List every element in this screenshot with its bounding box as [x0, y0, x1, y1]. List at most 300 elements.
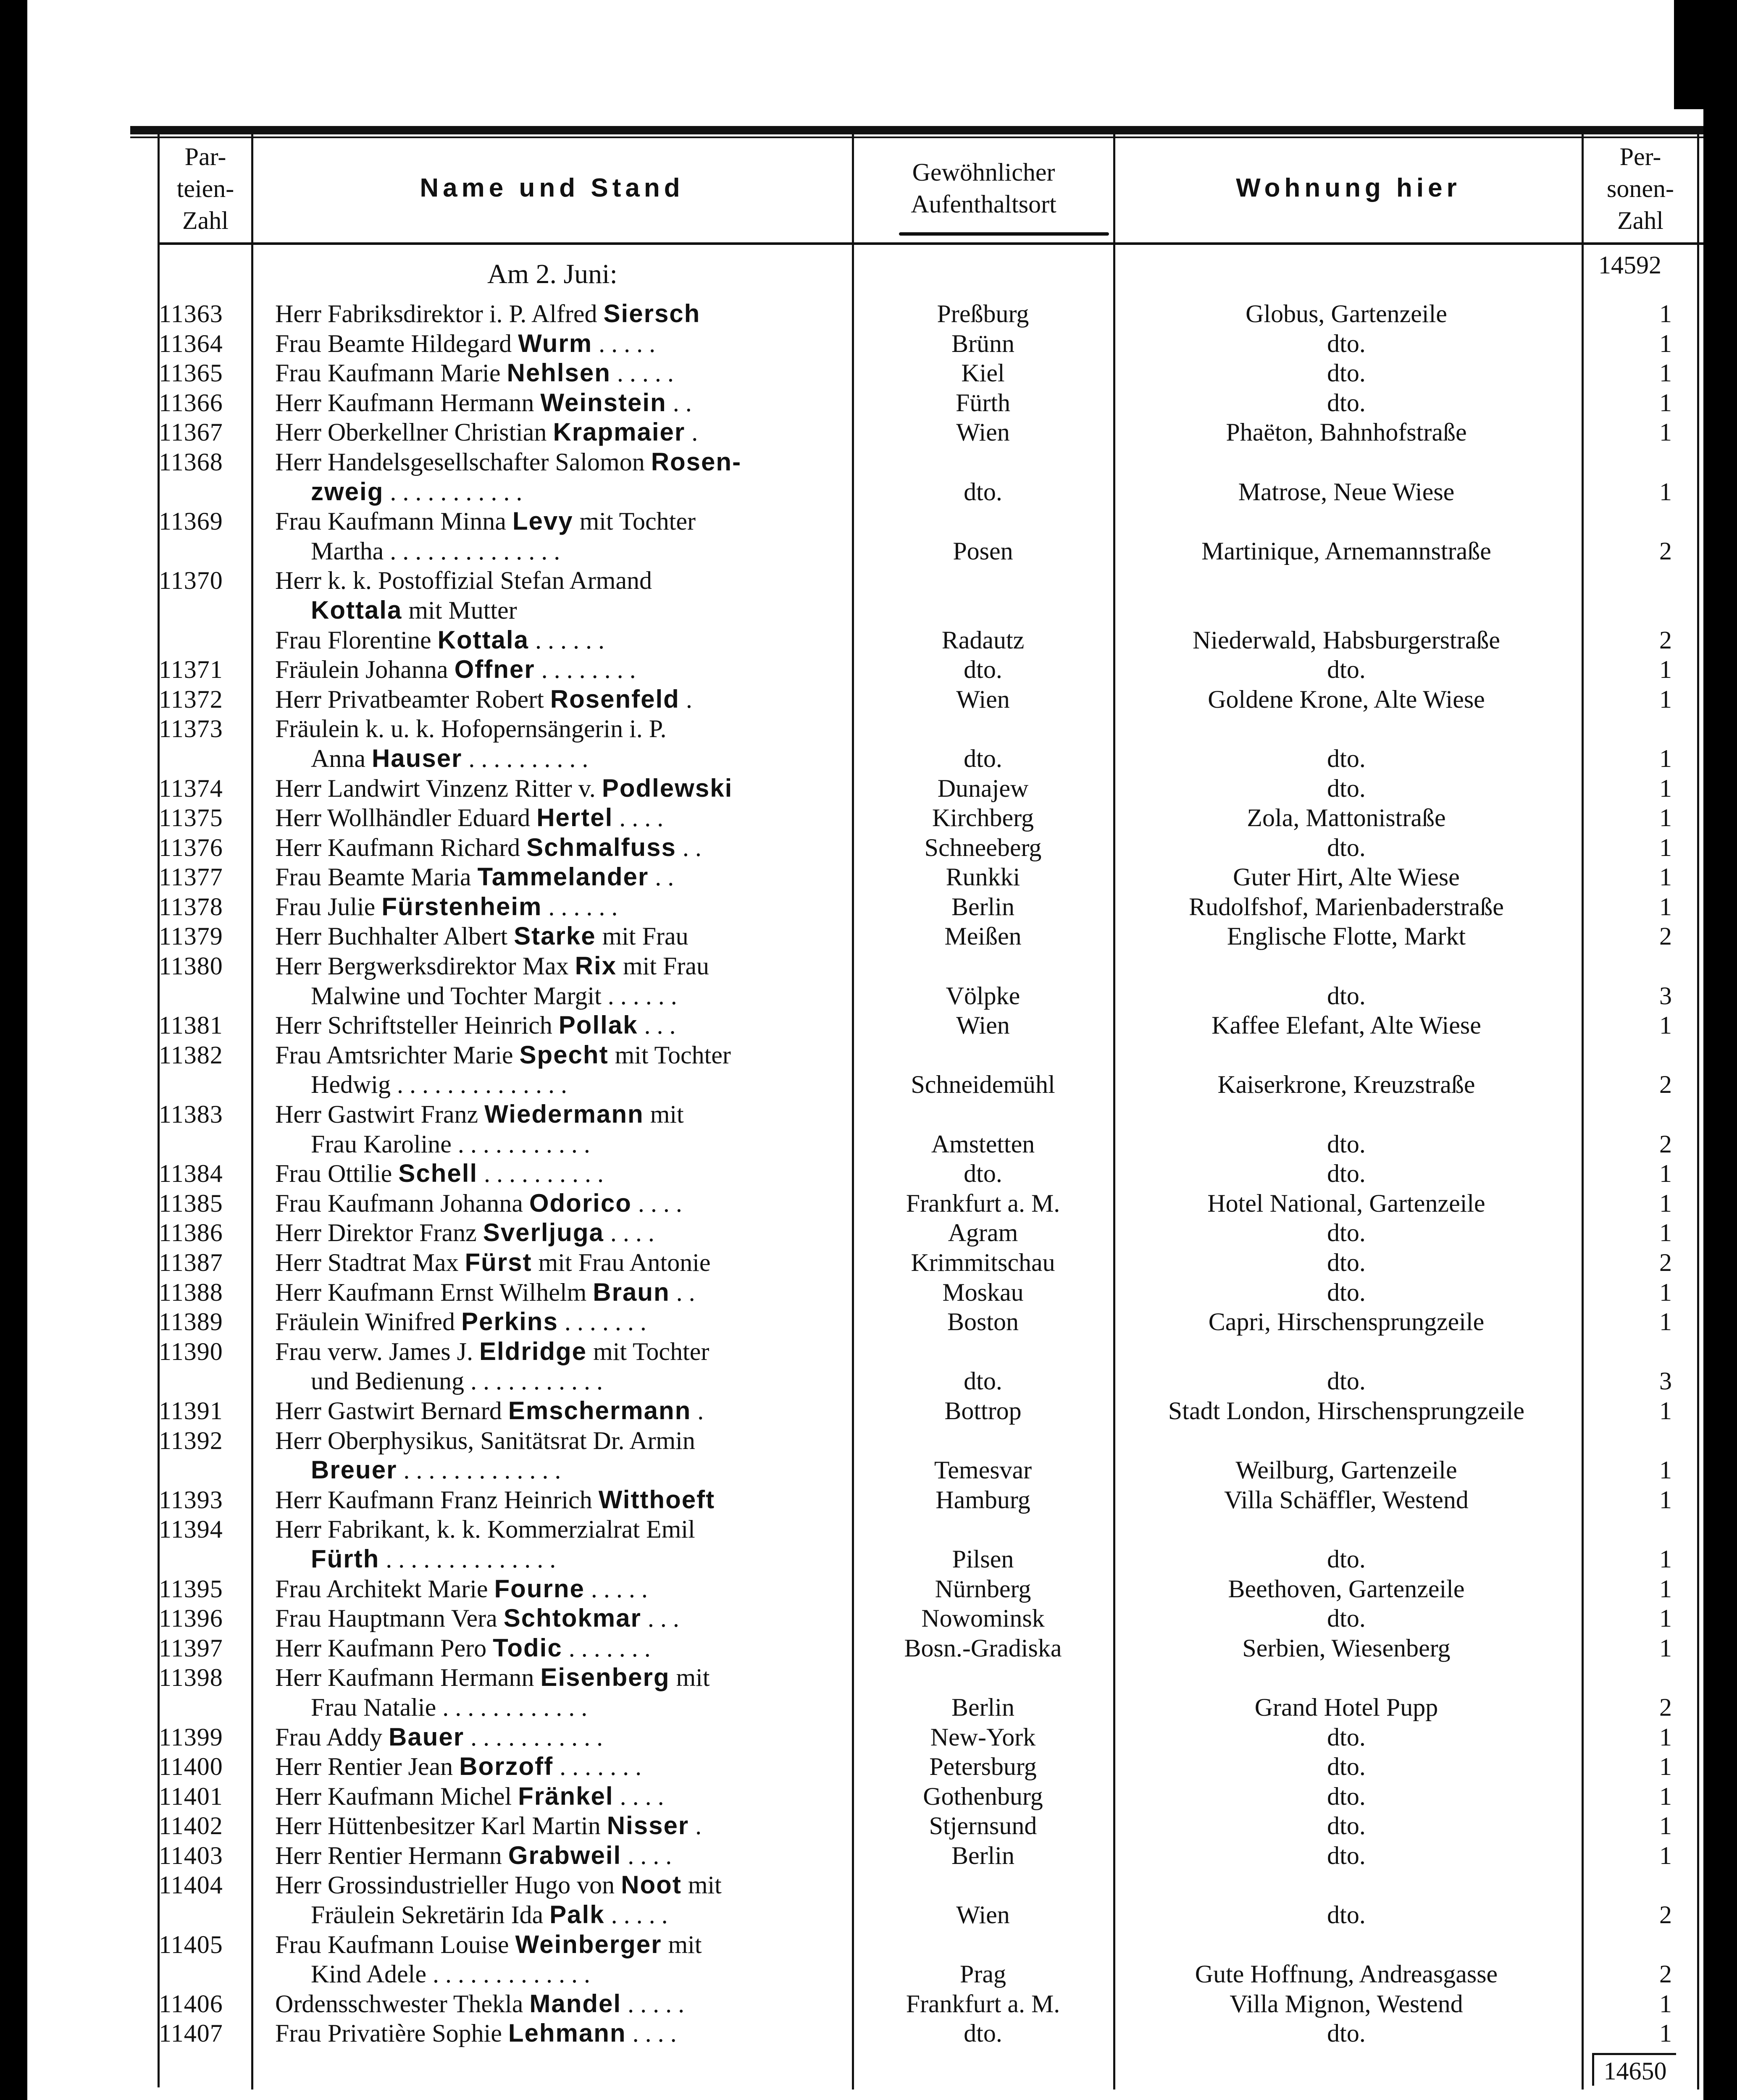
table-row [0, 921, 1737, 951]
name-und-stand [275, 1811, 846, 1841]
table-row [0, 1455, 1737, 1485]
parteien-number: 11367 [159, 418, 223, 446]
aufenthaltsort: Brünn [951, 329, 1014, 357]
aufenthaltsort: Völpke [946, 982, 1020, 1010]
wohnung-hier: dto. [1327, 1130, 1366, 1158]
name-und-stand [275, 1366, 882, 1396]
personen-zahl: 1 [1659, 1753, 1672, 1781]
wohnung-hier: dto. [1327, 1841, 1366, 1869]
name-suffix: mit Mutter [402, 596, 517, 624]
parteien-number: 11364 [159, 329, 223, 357]
name-prefix: Fräulein Sekretärin Ida [311, 1901, 550, 1929]
header-top-thin-rule [130, 136, 1703, 138]
aufenthaltsort: Moskau [942, 1278, 1024, 1306]
aufenthaltsort: New-York [930, 1723, 1036, 1751]
name-und-stand [275, 625, 846, 655]
wohnung-hier: dto. [1327, 329, 1366, 357]
personen-zahl: 2 [1659, 626, 1672, 654]
table-row [0, 447, 1737, 477]
table-row [0, 1752, 1737, 1782]
aufenthaltsort: Amstetten [931, 1130, 1035, 1158]
table-row [0, 1040, 1737, 1070]
date-heading: Am 2. Juni: [487, 259, 618, 289]
surname: Emschermann [508, 1396, 691, 1425]
name-suffix: . . [676, 833, 702, 861]
surname: Grabweil [508, 1841, 622, 1869]
name-suffix: . . . . . . [528, 626, 604, 654]
table-row [0, 1189, 1737, 1218]
wohnung-hier: dto. [1327, 833, 1366, 861]
header-personen-line1: Per- [1619, 143, 1661, 171]
wohnung-hier: Kaiserkrone, Kreuzstraße [1217, 1071, 1475, 1099]
parteien-number: 11379 [159, 922, 223, 950]
parteien-number: 11402 [159, 1812, 223, 1840]
name-prefix: Herr Handelsgesellschafter Salomon [275, 448, 651, 476]
aufenthaltsort: Temesvar [934, 1456, 1032, 1484]
personen-zahl: 1 [1659, 1604, 1672, 1633]
parteien-number: 11381 [159, 1011, 223, 1040]
parteien-number: 11388 [159, 1278, 223, 1306]
wohnung-hier: Niederwald, Habsburgerstraße [1193, 626, 1500, 654]
name-suffix: . . . . . [592, 329, 656, 357]
name-und-stand [275, 2019, 846, 2048]
name-suffix: . . [666, 388, 692, 417]
parteien-number: 11380 [159, 952, 223, 980]
table-row [0, 358, 1737, 388]
table-row [0, 655, 1737, 685]
personen-zahl: 2 [1659, 1693, 1672, 1721]
wohnung-hier: dto. [1327, 656, 1366, 684]
wohnung-hier: dto. [1327, 1604, 1366, 1633]
name-prefix: Frau Privatière Sophie [275, 2019, 508, 2048]
name-und-stand [275, 1663, 846, 1693]
table-row [0, 2019, 1737, 2048]
parteien-number: 11405 [159, 1930, 223, 1958]
aufenthaltsort: Frankfurt a. M. [906, 1189, 1060, 1217]
surname: Wurm [518, 329, 593, 357]
name-suffix: . . . . . [584, 1575, 648, 1603]
name-prefix: Herr Bergwerksdirektor Max [275, 952, 575, 980]
table-row [0, 1070, 1737, 1100]
table-row [0, 1900, 1737, 1930]
personen-zahl: 1 [1659, 1782, 1672, 1810]
aufenthaltsort: Bottrop [944, 1396, 1022, 1425]
name-prefix: Frau Florentine [275, 626, 438, 654]
name-prefix: Herr Rentier Jean [275, 1753, 460, 1781]
name-prefix: Herr Rentier Hermann [275, 1841, 508, 1869]
name-und-stand [275, 1100, 846, 1129]
name-und-stand [275, 1189, 846, 1218]
name-prefix: und Bedienung . . . . . . . . . . . [311, 1367, 603, 1395]
name-suffix: . . . . . [621, 1990, 685, 2018]
wohnung-hier: Beethoven, Gartenzeile [1228, 1575, 1465, 1603]
wohnung-hier: dto. [1327, 982, 1366, 1010]
surname: Perkins [461, 1307, 558, 1336]
aufenthaltsort: Nowominsk [921, 1604, 1045, 1633]
parteien-number: 11375 [159, 804, 223, 832]
name-prefix: Frau Architekt Marie [275, 1575, 494, 1603]
parteien-number: 11383 [159, 1100, 223, 1129]
name-und-stand [275, 1544, 882, 1574]
carried-total: 14592 [1598, 251, 1661, 279]
name-und-stand [275, 388, 846, 418]
name-suffix: . . . . . . . . . . [478, 1160, 604, 1188]
name-prefix: Frau Kaufmann Louise [275, 1930, 515, 1958]
name-prefix: Herr Gastwirt Franz [275, 1100, 485, 1129]
name-und-stand [275, 566, 846, 596]
table-row [0, 1811, 1737, 1841]
aufenthaltsort: Boston [947, 1308, 1019, 1336]
wohnung-hier: dto. [1327, 1249, 1366, 1276]
parteien-number: 11403 [159, 1841, 223, 1869]
name-prefix: Frau Ottilie [275, 1160, 399, 1188]
aufenthaltsort: dto. [964, 2019, 1002, 2048]
aufenthaltsort: dto. [964, 656, 1002, 684]
parteien-number: 11384 [159, 1160, 223, 1188]
table-row [0, 566, 1737, 596]
name-und-stand [275, 1930, 846, 1960]
personen-zahl: 2 [1659, 922, 1672, 950]
personen-zahl: 1 [1659, 1841, 1672, 1869]
wohnung-hier: dto. [1327, 1901, 1366, 1929]
name-prefix: Herr Landwirt Vinzenz Ritter v. [275, 774, 602, 802]
table-row [0, 981, 1737, 1011]
name-und-stand [275, 685, 846, 714]
name-und-stand [275, 1040, 846, 1070]
parteien-number: 11391 [159, 1396, 223, 1425]
parteien-number: 11387 [159, 1249, 223, 1276]
name-prefix: Frau Amtsrichter Marie [275, 1041, 520, 1069]
name-und-stand [275, 655, 846, 685]
personen-zahl: 1 [1659, 804, 1672, 832]
parteien-number: 11368 [159, 448, 223, 476]
name-und-stand [275, 921, 846, 951]
name-suffix: . . . . . . . . . . . [384, 478, 523, 506]
scan-border-top-right [1674, 0, 1703, 109]
name-suffix: mit Frau [596, 922, 688, 950]
surname: Rix [575, 952, 617, 980]
name-und-stand [275, 862, 846, 892]
surname: Schmalfuss [526, 833, 676, 861]
table-row [0, 1604, 1737, 1633]
name-und-stand [275, 1722, 846, 1752]
personen-zahl: 3 [1659, 1367, 1672, 1395]
name-und-stand [275, 358, 846, 388]
aufenthaltsort: Wien [956, 1901, 1010, 1929]
aufenthaltsort: Radautz [941, 626, 1025, 654]
name-prefix: Herr Privatbeamter Robert [275, 685, 550, 713]
personen-zahl: 1 [1659, 1990, 1672, 2018]
name-prefix: Herr Grossindustrieller Hugo von [275, 1871, 621, 1899]
surname: Specht [519, 1040, 609, 1069]
name-und-stand [275, 714, 846, 744]
name-suffix: . . . . . . [542, 892, 618, 921]
name-und-stand [275, 774, 846, 803]
aufenthaltsort: Gothenburg [923, 1782, 1043, 1810]
name-suffix: . . . . . . . . . . [462, 744, 589, 772]
wohnung-hier: Zola, Mattonistraße [1247, 804, 1446, 832]
table-row [0, 1693, 1737, 1722]
parteien-number: 11404 [159, 1871, 223, 1899]
name-suffix: mit Frau Antonie [532, 1249, 711, 1276]
header-name-und-stand: Name und Stand [420, 173, 684, 202]
wohnung-hier: dto. [1327, 1753, 1366, 1781]
name-suffix: mit [662, 1930, 702, 1958]
surname: Wiedermann [484, 1100, 644, 1129]
surname: Siersch [603, 299, 701, 328]
personen-zahl: 1 [1659, 1011, 1672, 1040]
wohnung-hier: dto. [1327, 1278, 1366, 1306]
name-prefix: Herr Fabrikant, k. k. Kommerzialrat Emil [275, 1515, 695, 1544]
name-prefix: Frau Natalie . . . . . . . . . . . . [311, 1693, 588, 1721]
name-prefix: Kind Adele . . . . . . . . . . . . . [311, 1960, 590, 1988]
aufenthaltsort: Dunajew [937, 774, 1029, 802]
name-suffix: . . . . . . . [558, 1308, 646, 1336]
header-parteien-line1: Par- [184, 143, 226, 171]
name-suffix: . . . . . . . . . . . [464, 1723, 603, 1751]
surname: Hauser [371, 744, 462, 772]
aufenthaltsort: Runkki [946, 863, 1020, 891]
parteien-number: 11389 [159, 1308, 223, 1336]
aufenthaltsort: Meißen [944, 922, 1022, 950]
parteien-number: 11401 [159, 1782, 223, 1810]
aufenthaltsort: Pilsen [952, 1545, 1014, 1573]
personen-zahl: 2 [1659, 1249, 1672, 1276]
name-suffix: . [679, 685, 692, 713]
name-prefix: Herr Gastwirt Bernard [275, 1396, 508, 1425]
aufenthaltsort: dto. [964, 1160, 1002, 1188]
aufenthaltsort: dto. [964, 744, 1002, 772]
name-prefix: Herr k. k. Postoffizial Stefan Armand [275, 567, 652, 595]
name-und-stand [275, 447, 846, 477]
table-row [0, 1337, 1737, 1367]
wohnung-hier: dto. [1327, 1545, 1366, 1573]
personen-zahl: 1 [1659, 2019, 1672, 2048]
name-und-stand [275, 1485, 846, 1515]
table-row [0, 596, 1737, 625]
name-prefix: Frau Karoline . . . . . . . . . . . [311, 1130, 590, 1158]
parteien-number: 11394 [159, 1515, 223, 1544]
name-prefix: Herr Kaufmann Richard [275, 833, 527, 861]
wohnung-hier: Grand Hotel Pupp [1254, 1693, 1438, 1721]
name-und-stand [275, 1633, 846, 1663]
table-row [0, 714, 1737, 744]
name-suffix: . . . . [626, 2019, 677, 2048]
surname: Palk [549, 1900, 605, 1929]
aufenthaltsort: Nürnberg [935, 1575, 1031, 1603]
wohnung-hier: Globus, Gartenzeile [1246, 300, 1447, 328]
name-prefix: Herr Kaufmann Ernst Wilhelm [275, 1278, 593, 1306]
name-und-stand [275, 1515, 846, 1544]
surname: Schell [398, 1159, 478, 1188]
wohnung-hier: Stadt London, Hirschensprungzeile [1168, 1396, 1525, 1425]
wohnung-hier: Rudolfshof, Marienbaderstraße [1189, 892, 1504, 921]
personen-zahl: 2 [1659, 537, 1672, 565]
parteien-number: 11397 [159, 1634, 223, 1662]
parteien-number: 11374 [159, 774, 223, 802]
personen-zahl: 2 [1659, 1071, 1672, 1099]
parteien-number: 11370 [159, 567, 223, 595]
aufenthaltsort: Wien [956, 1011, 1010, 1040]
aufenthaltsort: Berlin [951, 1693, 1014, 1721]
name-prefix: Frau Kaufmann Johanna [275, 1189, 529, 1217]
table-row [0, 1633, 1737, 1663]
name-und-stand [275, 1278, 846, 1307]
personen-zahl: 1 [1659, 1219, 1672, 1247]
surname: Pollak [558, 1011, 638, 1040]
parteien-number: 11386 [159, 1219, 223, 1247]
table-row [0, 1129, 1737, 1159]
name-prefix: Herr Kaufmann Franz Heinrich [275, 1486, 599, 1514]
name-prefix: Herr Buchhalter Albert [275, 922, 514, 950]
name-prefix: Frau verw. James J. [275, 1337, 480, 1365]
name-prefix: Fräulein k. u. k. Hofopernsängerin i. P. [275, 715, 667, 743]
name-suffix: . [691, 1396, 704, 1425]
surname: Fourne [494, 1574, 585, 1603]
personen-zahl: 1 [1659, 1575, 1672, 1603]
surname: Odorico [529, 1189, 632, 1217]
parteien-number: 11373 [159, 715, 223, 743]
aufenthaltsort: Berlin [951, 1841, 1014, 1869]
surname: Sverljuga [483, 1218, 604, 1247]
aufenthaltsort: dto. [964, 478, 1002, 506]
wohnung-hier: Weilburg, Gartenzeile [1235, 1456, 1457, 1484]
name-prefix: Herr Fabriksdirektor i. P. Alfred [275, 300, 604, 328]
name-suffix: . . . . [613, 1782, 664, 1810]
parteien-number: 11376 [159, 833, 223, 861]
name-und-stand [275, 1248, 846, 1278]
personen-zahl: 1 [1659, 892, 1672, 921]
name-suffix: . [685, 418, 698, 446]
wohnung-hier: Goldene Krone, Alte Wiese [1208, 685, 1485, 713]
name-und-stand [275, 1218, 846, 1248]
name-prefix: Herr Hüttenbesitzer Karl Martin [275, 1812, 607, 1840]
name-und-stand [275, 1307, 846, 1337]
table-row [0, 1485, 1737, 1515]
name-und-stand [275, 833, 846, 863]
header-parteien-zahl [160, 141, 251, 236]
table-row [0, 951, 1737, 981]
name-prefix: Fräulein Winifred [275, 1308, 462, 1336]
surname: Bauer [389, 1722, 465, 1751]
header-aufenthaltsort-line2: Aufenthaltsort [911, 190, 1056, 218]
surname: Starke [514, 922, 596, 950]
table-row [0, 1248, 1737, 1278]
personen-zahl: 1 [1659, 1486, 1672, 1514]
name-suffix: . . . [641, 1604, 679, 1633]
name-suffix: . . . . . [604, 1901, 668, 1929]
table-row [0, 625, 1737, 655]
wohnung-hier: Serbien, Wiesenberg [1242, 1634, 1451, 1662]
aufenthaltsort: Posen [953, 537, 1013, 565]
name-prefix: Herr Kaufmann Pero [275, 1634, 493, 1662]
name-und-stand [275, 329, 846, 359]
parteien-number: 11396 [159, 1604, 223, 1633]
parteien-number: 11378 [159, 892, 223, 921]
wohnung-hier: Villa Mignon, Westend [1230, 1990, 1463, 2018]
name-und-stand [275, 1159, 846, 1189]
name-prefix: Herr Oberphysikus, Sanitätsrat Dr. Armin [275, 1426, 695, 1454]
name-prefix: Frau Addy [275, 1723, 389, 1751]
aufenthaltsort: Petersburg [929, 1753, 1037, 1781]
name-und-stand [275, 1841, 846, 1871]
name-suffix: mit Tochter [587, 1337, 710, 1365]
name-suffix: . . . . . . . . . . . . . [397, 1456, 561, 1484]
table-row [0, 685, 1737, 714]
personen-zahl: 1 [1659, 1189, 1672, 1217]
name-prefix: Frau Kaufmann Minna [275, 507, 512, 536]
table-row [0, 1544, 1737, 1574]
name-suffix: . . . [638, 1011, 676, 1040]
name-prefix: Frau Beamte Hildegard [275, 329, 518, 357]
wohnung-hier: dto. [1327, 1782, 1366, 1810]
name-suffix: . . . . [604, 1219, 654, 1247]
parteien-number: 11395 [159, 1575, 223, 1603]
table-row [0, 1841, 1737, 1871]
name-suffix: . . . . [631, 1189, 682, 1217]
table-row [0, 1782, 1737, 1811]
personen-zahl: 2 [1659, 1130, 1672, 1158]
personen-zahl: 2 [1659, 1901, 1672, 1929]
wohnung-hier: Englische Flotte, Markt [1227, 922, 1466, 950]
name-prefix: Herr Kaufmann Hermann [275, 1664, 541, 1692]
table-row [0, 417, 1737, 447]
aufenthaltsort: Wien [956, 685, 1010, 713]
personen-zahl: 1 [1659, 1812, 1672, 1840]
name-und-stand [275, 1782, 846, 1811]
name-prefix: Frau Hauptmann Vera [275, 1604, 504, 1633]
name-prefix: Anna [311, 744, 372, 772]
name-und-stand [275, 892, 846, 922]
personen-zahl: 1 [1659, 1308, 1672, 1336]
name-und-stand [275, 1959, 882, 1989]
parteien-number: 11393 [159, 1486, 223, 1514]
name-prefix: Frau Beamte Maria [275, 863, 478, 891]
name-und-stand [275, 1900, 882, 1930]
aufenthaltsort: Prag [960, 1960, 1006, 1988]
name-suffix: mit [681, 1871, 722, 1899]
table-row [0, 1930, 1737, 1960]
name-suffix: . . . . [613, 804, 664, 832]
name-und-stand [275, 477, 882, 507]
parteien-number: 11377 [159, 863, 223, 891]
wohnung-hier: dto. [1327, 1723, 1366, 1751]
table-row [0, 1663, 1737, 1693]
aufenthaltsort: Kirchberg [932, 804, 1034, 832]
wohnung-hier: dto. [1327, 1219, 1366, 1247]
parteien-number: 11385 [159, 1189, 223, 1217]
aufenthaltsort: Agram [948, 1219, 1018, 1247]
header-personen-line3: Zahl [1617, 207, 1663, 234]
table-row [0, 774, 1737, 803]
surname: zweig [311, 477, 384, 506]
surname: Lehmann [508, 2019, 626, 2048]
name-und-stand [275, 1070, 882, 1100]
wohnung-hier: Matrose, Neue Wiese [1238, 478, 1455, 506]
wohnung-hier: Gute Hoffnung, Andreasgasse [1195, 1960, 1498, 1988]
wohnung-hier: dto. [1327, 2019, 1366, 2048]
table-row [0, 1870, 1737, 1900]
name-und-stand [275, 1396, 846, 1426]
table-row [0, 1426, 1737, 1456]
name-und-stand [275, 803, 846, 833]
name-und-stand [275, 1455, 882, 1485]
name-suffix: mit [670, 1664, 710, 1692]
parteien-number: 11390 [159, 1337, 223, 1365]
name-suffix: . . . . [621, 1841, 672, 1869]
wohnung-hier: Hotel National, Gartenzeile [1207, 1189, 1485, 1217]
table-row [0, 1722, 1737, 1752]
